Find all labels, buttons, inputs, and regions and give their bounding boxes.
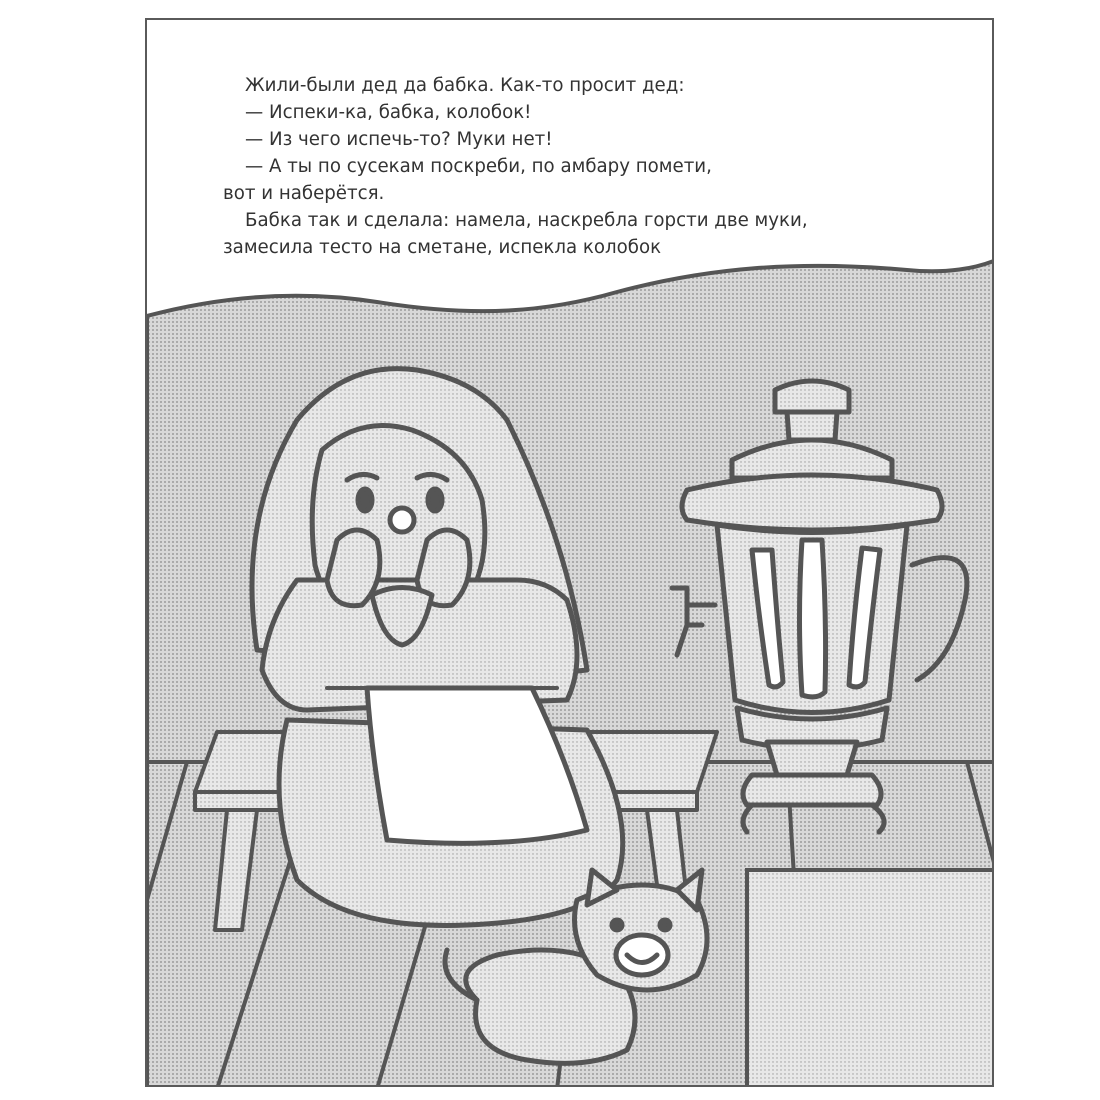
coloring-page — [145, 18, 994, 1087]
story-line-5: вот и наберётся. — [223, 183, 385, 204]
story-line-4: — А ты по сусекам поскреби, по амбару помети, — [245, 156, 712, 177]
story-line-7: замесила тесто на сметане, испекла колобок — [223, 237, 662, 258]
table — [747, 870, 994, 1087]
story-line-6: Бабка так и сделала: намела, наскребла горсти две муки, — [245, 210, 808, 231]
story-line-3: — Из чего испечь-то? Муки нет! — [245, 129, 553, 150]
story-line-1: Жили-были дед да бабка. Как-то просит дед: — [245, 75, 685, 96]
story-line-2: — Испеки-ка, бабка, колобок! — [245, 102, 532, 123]
story-text — [223, 72, 923, 261]
